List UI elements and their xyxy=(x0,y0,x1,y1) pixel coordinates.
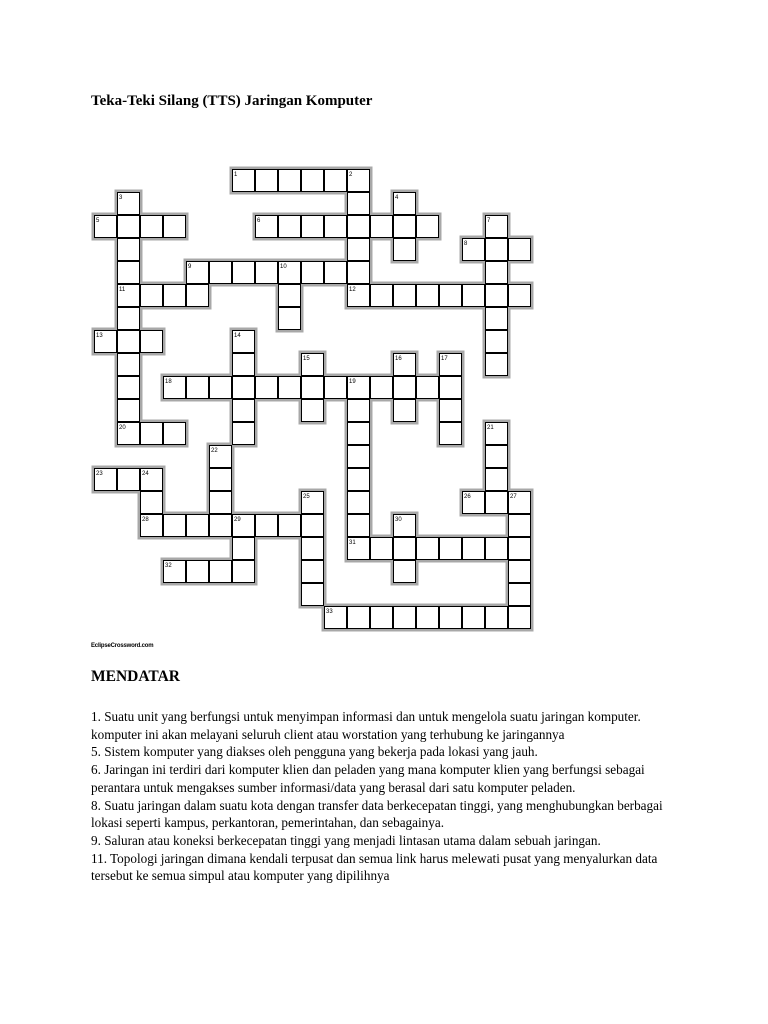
clue-number: 31 xyxy=(349,540,356,546)
clue-number: 25 xyxy=(303,494,310,500)
grid-cell[interactable] xyxy=(417,285,439,307)
grid-cell[interactable] xyxy=(325,262,347,284)
grid-cell[interactable] xyxy=(394,377,416,399)
grid-cell[interactable] xyxy=(486,538,508,560)
grid-cell[interactable] xyxy=(141,423,163,445)
clue-number: 7 xyxy=(487,218,491,224)
grid-cell[interactable] xyxy=(256,515,278,537)
grid-cell[interactable] xyxy=(486,239,508,261)
grid-cell[interactable] xyxy=(118,354,140,376)
grid-cell[interactable] xyxy=(187,515,209,537)
clue-number: 30 xyxy=(395,517,402,523)
grid-cell[interactable] xyxy=(348,446,370,468)
credit-text: EclipseCrossword.com xyxy=(91,643,154,649)
grid-cell[interactable] xyxy=(509,561,531,583)
grid-cell[interactable] xyxy=(509,584,531,606)
grid-cell[interactable] xyxy=(440,400,462,422)
clue-number: 5 xyxy=(96,218,100,224)
clue-number: 21 xyxy=(487,425,494,431)
grid-cell[interactable] xyxy=(233,354,255,376)
clue-number: 28 xyxy=(142,517,149,523)
clue-number: 19 xyxy=(349,379,356,385)
grid-cell[interactable] xyxy=(348,239,370,261)
grid-cell[interactable] xyxy=(118,400,140,422)
grid-cell[interactable] xyxy=(233,561,255,583)
grid-cell[interactable] xyxy=(417,377,439,399)
grid-cell[interactable] xyxy=(233,538,255,560)
grid-cell[interactable] xyxy=(371,377,393,399)
grid-cell[interactable] xyxy=(371,538,393,560)
grid-cell[interactable] xyxy=(279,308,301,330)
grid-cell[interactable] xyxy=(509,538,531,560)
grid-cell[interactable] xyxy=(348,262,370,284)
grid-cell[interactable] xyxy=(371,607,393,629)
clue-number: 8 xyxy=(464,241,468,247)
grid-cell[interactable] xyxy=(210,469,232,491)
grid-cell[interactable] xyxy=(118,308,140,330)
grid-cell[interactable] xyxy=(256,262,278,284)
grid-cell[interactable] xyxy=(302,262,324,284)
grid-cell[interactable] xyxy=(486,308,508,330)
clue-number: 23 xyxy=(96,471,103,477)
grid-cell[interactable] xyxy=(440,538,462,560)
grid-cell[interactable] xyxy=(233,423,255,445)
grid-cell[interactable] xyxy=(394,561,416,583)
grid-cell[interactable] xyxy=(394,239,416,261)
grid-cell[interactable] xyxy=(371,285,393,307)
grid-cell[interactable] xyxy=(118,216,140,238)
grid-cell[interactable] xyxy=(486,262,508,284)
grid-cell[interactable] xyxy=(394,400,416,422)
grid-cell[interactable] xyxy=(302,377,324,399)
grid-cell[interactable] xyxy=(417,216,439,238)
clue-number: 16 xyxy=(395,356,402,362)
clue-5: 5. Sistem komputer yang diakses oleh pengguna yang bekerja pada lokasi yang jauh. xyxy=(91,744,538,760)
grid-cell[interactable] xyxy=(417,607,439,629)
grid-cell[interactable] xyxy=(348,607,370,629)
grid-cell[interactable] xyxy=(210,515,232,537)
grid-cell[interactable] xyxy=(440,423,462,445)
grid-cell[interactable] xyxy=(394,216,416,238)
grid-cell[interactable] xyxy=(302,584,324,606)
grid-cell[interactable] xyxy=(417,538,439,560)
clue-number: 13 xyxy=(96,333,103,339)
grid-cell[interactable] xyxy=(118,239,140,261)
clue-number: 18 xyxy=(165,379,172,385)
grid-cell[interactable] xyxy=(210,561,232,583)
grid-cell[interactable] xyxy=(302,515,324,537)
grid-cell[interactable] xyxy=(440,377,462,399)
grid-cell[interactable] xyxy=(118,377,140,399)
grid-cell[interactable] xyxy=(141,331,163,353)
grid-cell[interactable] xyxy=(302,561,324,583)
grid-cell[interactable] xyxy=(509,239,531,261)
clue-number: 24 xyxy=(142,471,149,477)
grid-cell[interactable] xyxy=(118,331,140,353)
grid-cell[interactable] xyxy=(233,262,255,284)
clue-9: 9. Saluran atau koneksi berkecepatan tinggi yang menjadi lintasan utama dalam sebuah jaringan. xyxy=(91,832,601,848)
clue-number: 27 xyxy=(510,494,517,500)
clue-number: 6 xyxy=(257,218,261,224)
grid-cell[interactable] xyxy=(325,377,347,399)
grid-cell[interactable] xyxy=(164,423,186,445)
grid-cell[interactable] xyxy=(141,216,163,238)
clue-number: 4 xyxy=(395,195,399,201)
clue-number: 15 xyxy=(303,356,310,362)
grid-cell[interactable] xyxy=(486,469,508,491)
grid-cell[interactable] xyxy=(325,170,347,192)
grid-cell[interactable] xyxy=(486,446,508,468)
grid-cell[interactable] xyxy=(279,515,301,537)
clue-number: 3 xyxy=(119,195,123,201)
grid-cell[interactable] xyxy=(348,469,370,491)
grid-cell[interactable] xyxy=(348,193,370,215)
clue-number: 32 xyxy=(165,563,172,569)
grid-cell[interactable] xyxy=(187,377,209,399)
clue-number: 26 xyxy=(464,494,471,500)
grid-cell[interactable] xyxy=(302,216,324,238)
clue-number: 22 xyxy=(211,448,218,454)
grid-cell[interactable] xyxy=(279,377,301,399)
grid-cell[interactable] xyxy=(486,285,508,307)
clue-11: 11. Topologi jaringan dimana kendali terpusat dan semua link harus melewati pusat yang menyalurkan data tersebut ke semua simpul atau komputer yang dipilihnya xyxy=(91,850,658,884)
clue-number: 9 xyxy=(188,264,192,270)
grid-cell[interactable] xyxy=(463,607,485,629)
grid-cell[interactable] xyxy=(210,262,232,284)
grid-cell[interactable] xyxy=(486,607,508,629)
grid-cell[interactable] xyxy=(256,377,278,399)
grid-cell[interactable] xyxy=(348,423,370,445)
grid-cell[interactable] xyxy=(141,492,163,514)
grid-cell[interactable] xyxy=(440,285,462,307)
clue-number: 10 xyxy=(280,264,287,270)
grid-cell[interactable] xyxy=(348,492,370,514)
clue-number: 11 xyxy=(119,287,126,293)
clue-number: 33 xyxy=(326,609,333,615)
grid-cell[interactable] xyxy=(302,400,324,422)
grid-cell[interactable] xyxy=(509,285,531,307)
clue-1: 1. Suatu unit yang berfungsi untuk menyimpan informasi dan untuk mengelola suatu jaringan komputer. komputer ini akan melayani seluruh client atau worstation yang terhubung ke jaringannya xyxy=(91,709,641,742)
grid-cell[interactable] xyxy=(486,331,508,353)
grid-cell[interactable] xyxy=(118,262,140,284)
grid-cell[interactable] xyxy=(233,377,255,399)
grid-cell[interactable] xyxy=(394,538,416,560)
grid-cell[interactable] xyxy=(440,607,462,629)
grid-cell[interactable] xyxy=(394,607,416,629)
grid-cell[interactable] xyxy=(141,285,163,307)
grid-cell[interactable] xyxy=(210,377,232,399)
clue-number: 2 xyxy=(349,172,353,178)
grid-cell[interactable] xyxy=(302,538,324,560)
grid-cell[interactable] xyxy=(463,538,485,560)
clue-number: 29 xyxy=(234,517,241,523)
grid-cell[interactable] xyxy=(164,216,186,238)
grid-cell[interactable] xyxy=(256,170,278,192)
grid-cell[interactable] xyxy=(233,400,255,422)
grid-cell[interactable] xyxy=(279,216,301,238)
grid-cell[interactable] xyxy=(210,492,232,514)
grid-cell[interactable] xyxy=(486,354,508,376)
page-title: Teka-Teki Silang (TTS) Jaringan Komputer xyxy=(91,93,373,109)
clue-list xyxy=(91,708,691,885)
section-heading: MENDATAR xyxy=(91,668,180,685)
grid-cell[interactable] xyxy=(348,400,370,422)
grid-cell[interactable] xyxy=(486,492,508,514)
grid-cell[interactable] xyxy=(279,285,301,307)
clue-number: 1 xyxy=(234,172,238,178)
clue-number: 17 xyxy=(441,356,448,362)
grid-cell[interactable] xyxy=(164,515,186,537)
grid-cell[interactable] xyxy=(302,170,324,192)
grid-cell[interactable] xyxy=(509,515,531,537)
clue-number: 14 xyxy=(234,333,241,339)
grid-cell[interactable] xyxy=(187,285,209,307)
grid-cell[interactable] xyxy=(348,515,370,537)
grid-cell[interactable] xyxy=(118,469,140,491)
clue-6: 6. Jaringan ini terdiri dari komputer klien dan peladen yang mana komputer klien yang berfungsi sebagai perantara untuk mengakses sumber informasi/data yang berasal dari satu komputer peladen. xyxy=(91,762,645,795)
grid-cell[interactable] xyxy=(164,285,186,307)
grid-cell[interactable] xyxy=(394,285,416,307)
grid-cell[interactable] xyxy=(187,561,209,583)
clue-number: 20 xyxy=(119,425,126,431)
grid-cell[interactable] xyxy=(348,216,370,238)
grid-cell[interactable] xyxy=(279,170,301,192)
clue-8: 8. Suatu jaringan dalam suatu kota dengan transfer data berkecepatan tinggi, yang menghubungkan berbagai lokasi seperti kampus, perkantoran, pemerintahan, dan sebagainya. xyxy=(91,797,663,831)
grid-cell[interactable] xyxy=(509,607,531,629)
grid-cell[interactable] xyxy=(463,285,485,307)
clue-number: 12 xyxy=(349,287,356,293)
grid-cell[interactable] xyxy=(371,216,393,238)
grid-cell[interactable] xyxy=(325,216,347,238)
